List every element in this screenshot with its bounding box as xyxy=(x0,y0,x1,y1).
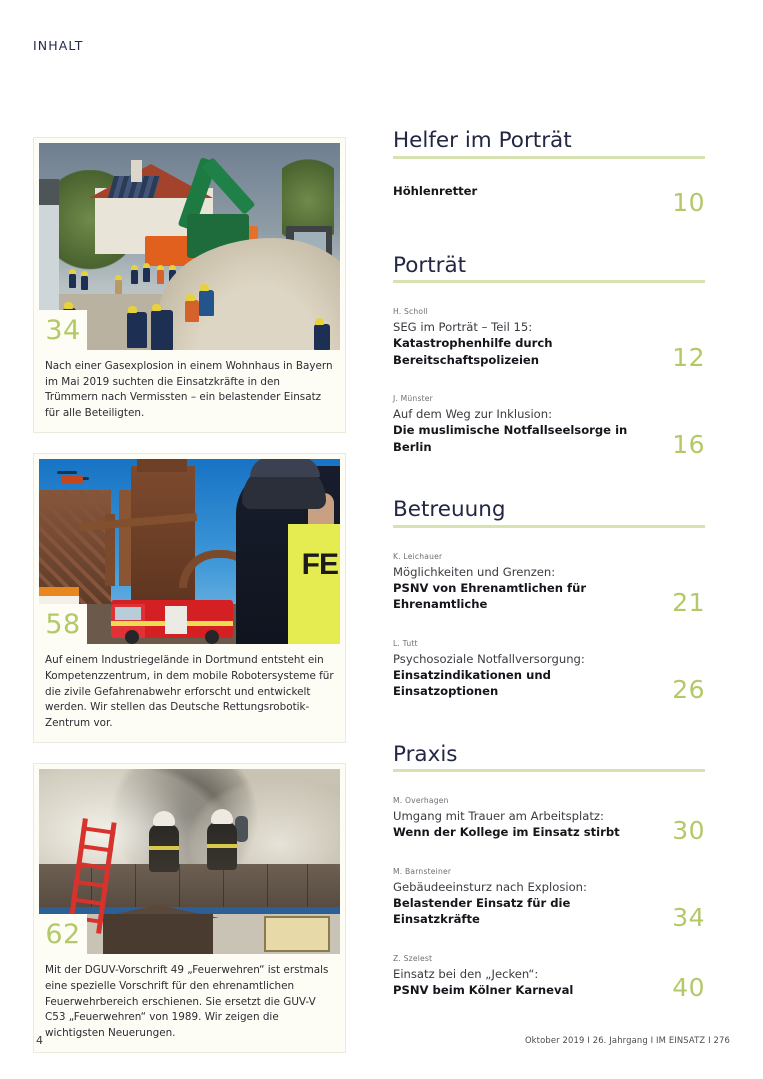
entry-author: M. Overhagen xyxy=(393,796,449,805)
footer-page-number: 4 xyxy=(36,1034,43,1047)
entry-subtitle: Einsatz bei den „Jecken“: xyxy=(393,966,539,981)
entry-page-number[interactable]: 26 xyxy=(672,674,705,704)
entry-author: H. Scholl xyxy=(393,307,428,316)
feature-photo xyxy=(39,769,340,954)
toc-entry[interactable] xyxy=(393,551,705,617)
feature-page-number[interactable]: 34 xyxy=(39,310,87,350)
feature-card[interactable] xyxy=(33,453,346,743)
feature-page-number[interactable]: 58 xyxy=(39,604,87,644)
entry-page-number[interactable]: 10 xyxy=(672,187,705,217)
toc-sections xyxy=(393,128,705,1002)
footer-meta: Oktober 2019 I 26. Jahrgang I IM EINSATZ I 276 xyxy=(524,1035,730,1045)
entry-subtitle: Gebäudeeinsturz nach Explosion: xyxy=(393,879,587,894)
feature-photo xyxy=(39,459,340,644)
toc-entry[interactable] xyxy=(393,796,705,845)
section-heading-label: Praxis xyxy=(393,744,465,766)
feature-card[interactable] xyxy=(33,763,346,1053)
feature-caption: Auf einem Industriegelände in Dortmund entsteht ein Kompetenzzentrum, in dem mobile Robotersysteme für die zivile Gefahrenabwehr erforscht und entwickelt werden. Wir stellen das Deutsche Rettungsrobotik-Zentrum vor. xyxy=(45,654,334,729)
toc-entry[interactable] xyxy=(393,394,705,459)
section-divider xyxy=(393,280,705,283)
feature-page-number[interactable]: 62 xyxy=(39,914,87,954)
entry-page-number[interactable]: 12 xyxy=(672,343,705,372)
entry-page-number[interactable]: 34 xyxy=(672,902,705,932)
feature-list xyxy=(33,137,346,1073)
section-heading xyxy=(393,252,705,284)
section-heading xyxy=(393,499,705,528)
drone-icon xyxy=(61,475,83,484)
entry-page-number[interactable]: 30 xyxy=(672,815,705,845)
entry-page-number[interactable]: 40 xyxy=(672,973,705,1002)
feature-caption: Nach einer Gasexplosion in einem Wohnhaus in Bayern im Mai 2019 suchten die Einsatzkräfte in den Trümmern nach Vermissten – ein belastender Einsatz für alle Beteiligten. xyxy=(45,360,333,419)
toc-section xyxy=(393,128,705,217)
section-heading-label: Helfer im Porträt xyxy=(393,130,579,152)
toc-entry[interactable] xyxy=(393,866,705,932)
vest-text: FE xyxy=(301,548,338,582)
toc-section xyxy=(393,497,705,704)
entry-title[interactable]: PSNV beim Kölner Karneval xyxy=(393,982,574,997)
entry-subtitle: SEG im Porträt – Teil 15: xyxy=(393,320,533,334)
entry-author: J. Münster xyxy=(393,394,433,403)
section-heading xyxy=(393,130,705,159)
section-heading-label: Porträt xyxy=(393,255,473,277)
entry-author: Z. Szelest xyxy=(393,953,433,963)
toc-entry[interactable] xyxy=(393,183,705,217)
toc-section xyxy=(393,252,705,459)
entry-title[interactable]: Höhlenretter xyxy=(393,183,478,198)
toc-entry[interactable] xyxy=(393,638,705,704)
feature-card[interactable] xyxy=(33,137,346,433)
feature-caption: Mit der DGUV-Vorschrift 49 „Feuerwehren“ ist erstmals eine spezielle Vorschrift für den ehrenamtlichen Feuerwehrbereich erschienen. Sie ersetzt die GUV-V C53 „Feuerwehren“ von 1989. Wir zeigen die wichtigsten Neuerungen. xyxy=(45,964,329,1039)
entry-subtitle: Möglichkeiten und Grenzen: xyxy=(393,564,556,579)
entry-author: M. Barnsteiner xyxy=(393,866,452,876)
entry-title[interactable]: PSNV von Ehrenamtlichen für Ehrenamtliche xyxy=(393,580,587,611)
feature-photo xyxy=(39,143,340,350)
entry-subtitle: Auf dem Weg zur Inklusion: xyxy=(393,407,553,421)
entry-title[interactable]: Einsatzindikationen und Einsatzoptionen xyxy=(393,667,551,698)
entry-title[interactable]: Katastrophenhilfe durch Bereitschaftspolizeien xyxy=(393,336,553,367)
toc-section xyxy=(393,741,705,1002)
section-divider xyxy=(393,769,705,772)
entry-title[interactable]: Wenn der Kollege im Einsatz stirbt xyxy=(393,825,620,839)
entry-title[interactable]: Die muslimische Notfallseelsorge in Berlin xyxy=(393,423,628,454)
section-heading xyxy=(393,741,705,773)
entry-page-number[interactable]: 16 xyxy=(672,430,705,459)
entry-subtitle: Umgang mit Trauer am Arbeitsplatz: xyxy=(393,809,604,823)
section-divider xyxy=(393,156,705,159)
page-title: INHALT xyxy=(33,38,84,53)
section-heading-label: Betreuung xyxy=(393,499,513,521)
section-divider xyxy=(393,525,705,528)
entry-page-number[interactable]: 21 xyxy=(672,587,705,617)
toc-entry[interactable] xyxy=(393,953,705,1002)
entry-author: L. Tutt xyxy=(393,638,418,648)
toc-entry[interactable] xyxy=(393,307,705,372)
entry-subtitle: Psychosoziale Notfallversorgung: xyxy=(393,651,585,666)
entry-title[interactable]: Belastender Einsatz für die Einsatzkräfte xyxy=(393,895,571,926)
entry-author: K. Leichauer xyxy=(393,551,443,561)
